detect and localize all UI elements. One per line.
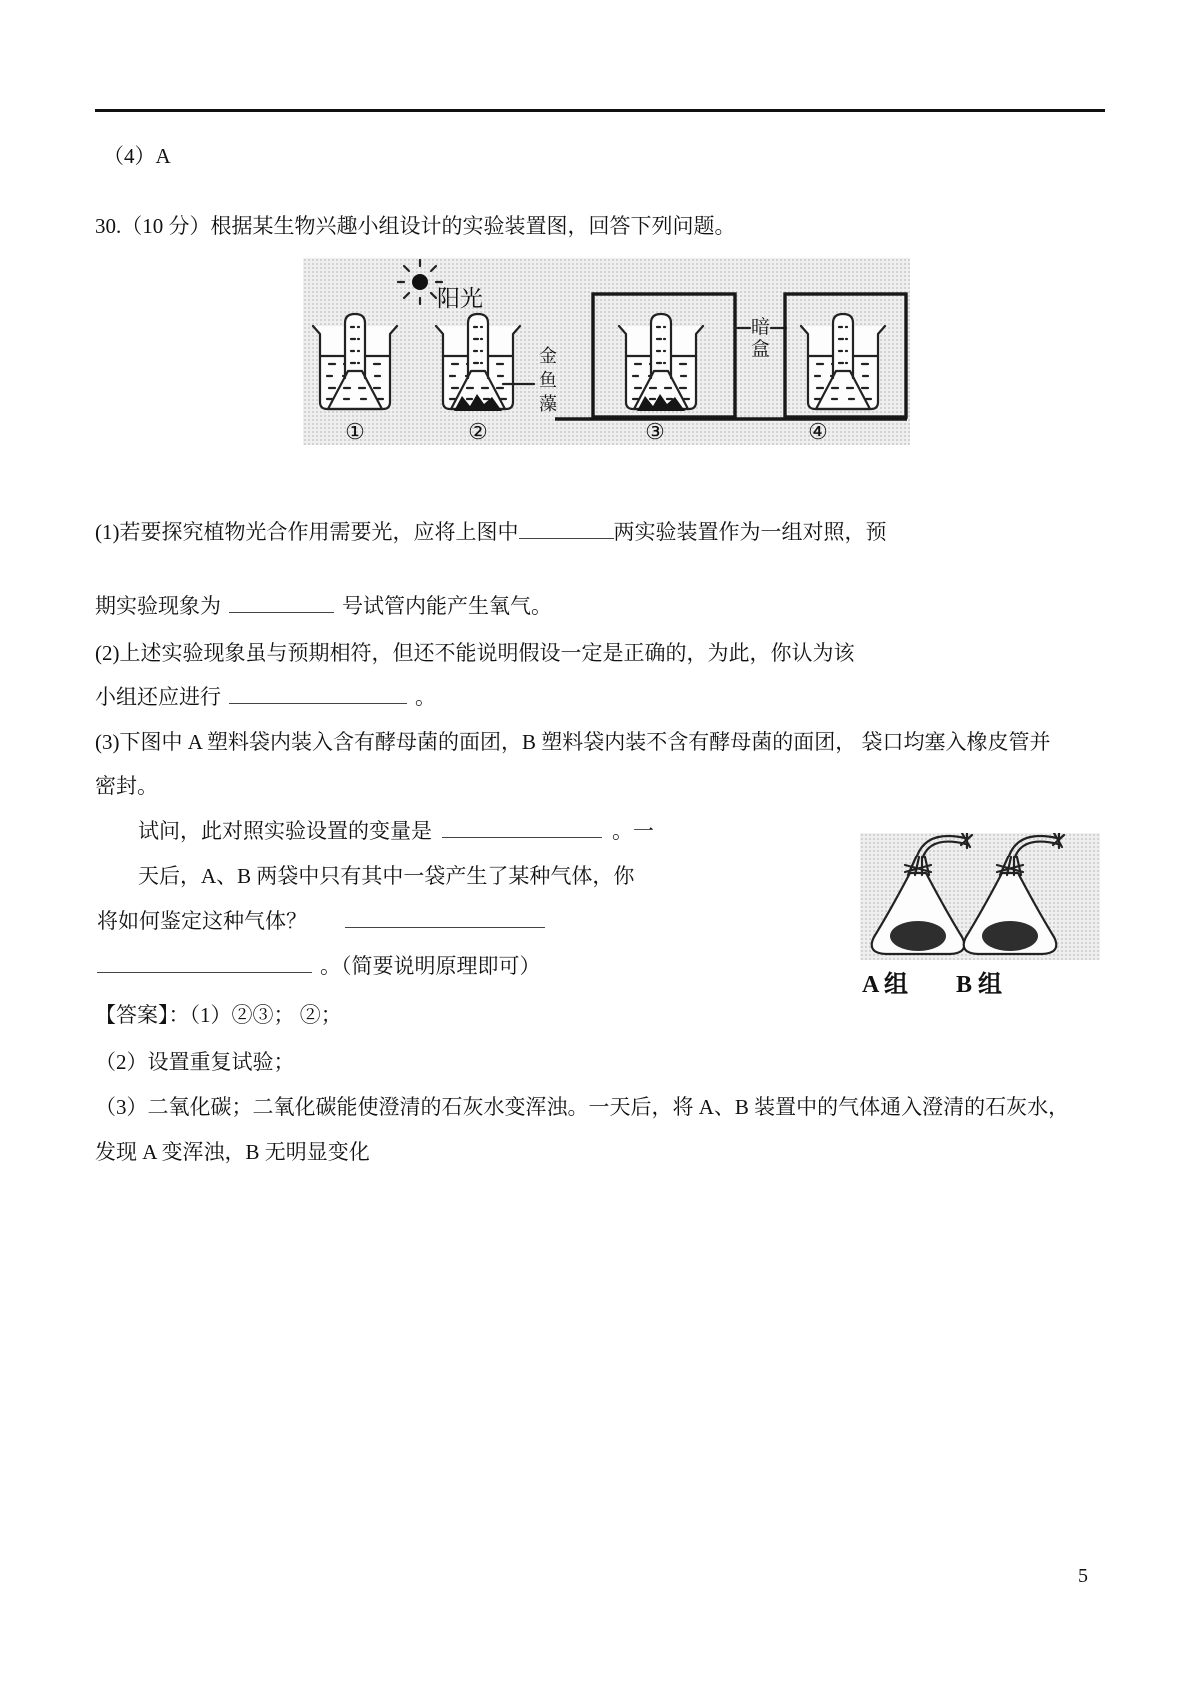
q3-text-b: 。一 — [612, 819, 654, 843]
answer-line2: （2）设置重复试验； — [95, 1050, 295, 1074]
page-number: 5 — [1078, 1565, 1088, 1587]
q1-text-b: 两实验装置作为一组对照，预 — [613, 520, 887, 544]
q3-line2: 密封。 — [95, 774, 158, 798]
q1-blank-tube — [229, 593, 334, 613]
q2-line1: (2)上述实验现象虽与预期相符，但还不能说明假设一定是正确的，为此，你认为该 — [95, 641, 855, 665]
q1-text-a: (1)若要探究植物光合作用需要光，应将上图中 — [95, 520, 519, 544]
bag-b — [964, 833, 1064, 954]
q3-line1: (3)下图中 A 塑料袋内装入含有酵母菌的面团，B 塑料袋内装不含有酵母菌的面团， 袋口均塞入橡皮管并 — [95, 730, 1051, 754]
q3-blank-method1 — [345, 908, 545, 928]
q3-line5 — [97, 908, 545, 935]
q3-line6 — [97, 953, 541, 980]
q1-line1 — [95, 519, 887, 546]
bag-b-label: B 组 — [956, 972, 1003, 998]
previous-answer: （4）A — [103, 144, 171, 168]
apparatus-figure-svg — [303, 258, 910, 445]
bag-a-label: A 组 — [862, 972, 909, 998]
q3-text-c: 将如何鉴定这种气体？ — [97, 909, 307, 933]
answer-line4: 发现 A 变浑浊，B 无明显变化 — [95, 1140, 370, 1164]
q2-text-b: 。 — [415, 685, 436, 709]
bags-figure — [860, 833, 1100, 960]
setup-label-3: ③ — [645, 419, 665, 444]
answer-line3: （3）二氧化碳；二氧化碳能使澄清的石灰水变浑浊。一天后，将 A、B 装置中的气体通入澄清的石灰水， — [95, 1095, 1070, 1119]
bags-figure-svg — [860, 833, 1100, 960]
q2-line2 — [95, 684, 436, 711]
q3-blank-variable — [442, 818, 602, 838]
algae-label-char1: 金 — [539, 346, 557, 366]
setup-label-1: ① — [345, 419, 365, 444]
q3-line3 — [138, 818, 654, 845]
q2-text-a: 小组还应进行 — [95, 685, 221, 709]
q1-text-c: 期实验现象为 — [95, 594, 221, 618]
q1-line2 — [95, 593, 552, 620]
q1-text-d: 号试管内能产生氧气。 — [342, 594, 552, 618]
darkbox-label-char2: 盒 — [751, 339, 771, 360]
darkbox-label-char1: 暗 — [751, 317, 771, 338]
algae-label-char2: 鱼 — [539, 370, 557, 390]
q3-line4: 天后，A、B 两袋中只有其中一袋产生了某种气体，你 — [138, 864, 635, 888]
algae-label-char3: 藻 — [539, 394, 557, 414]
setup-3 — [619, 314, 703, 411]
setup-label-4: ④ — [808, 419, 828, 444]
setup-1 — [313, 314, 397, 409]
sunlight-label: 阳光 — [437, 286, 483, 311]
q1-blank-devices — [519, 519, 614, 539]
setup-2 — [436, 314, 520, 411]
setup-4 — [801, 314, 885, 409]
header-rule — [95, 109, 1105, 112]
bag-a — [872, 833, 972, 954]
q3-text-a: 试问，此对照实验设置的变量是 — [138, 819, 432, 843]
setup-label-2: ② — [468, 419, 488, 444]
q3-blank-method2 — [97, 953, 312, 973]
apparatus-figure — [303, 258, 910, 445]
sun-icon — [398, 260, 442, 304]
q2-blank — [229, 684, 407, 704]
answer-line1: 【答案】：（1）②③； ②； — [95, 1003, 342, 1027]
question-heading: 30.（10 分）根据某生物兴趣小组设计的实验装置图，回答下列问题。 — [95, 214, 736, 238]
q3-text-d: 。（简要说明原理即可） — [320, 954, 541, 978]
